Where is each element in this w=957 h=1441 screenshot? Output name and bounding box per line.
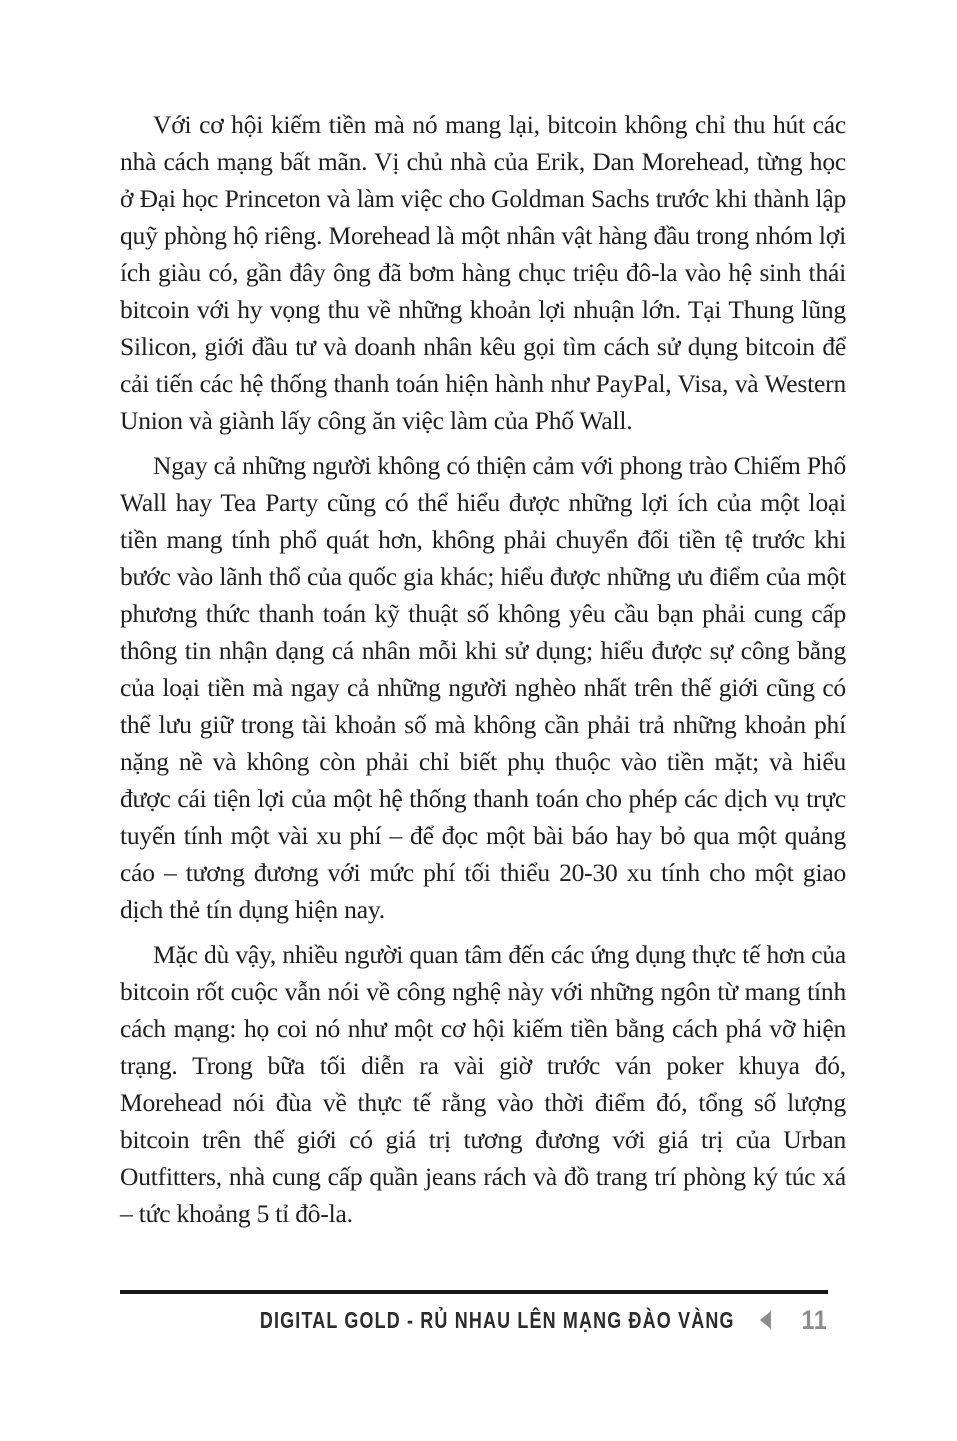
page-body [120,106,846,1232]
paragraph-1: Với cơ hội kiếm tiền mà nó mang lại, bitcoin không chỉ thu hút các nhà cách mạng bất mãn. Vị chủ nhà của Erik, Dan Morehead, từng học ở Đại học Princeton và làm việc cho Goldman Sachs trước khi thành lập quỹ phòng hộ riêng. Morehead là một nhân vật hàng đầu trong nhóm lợi ích giàu có, gần đây ông đã bơm hàng chục triệu đô-la vào hệ sinh thái bitcoin với hy vọng thu về những khoản lợi nhuận lớn. Tại Thung lũng Silicon, giới đầu tư và doanh nhân kêu gọi tìm cách sử dụng bitcoin để cải tiến các hệ thống thanh toán hiện hành như PayPal, Visa, và Western Union và giành lấy công ăn việc làm của Phố Wall. [120,110,846,435]
footer-rule [120,1290,828,1294]
paragraph-3: Mặc dù vậy, nhiều người quan tâm đến các ứng dụng thực tế hơn của bitcoin rốt cuộc vẫn nói về công nghệ này với những ngôn từ mang tính cách mạng: họ coi nó như một cơ hội kiếm tiền bằng cách phá vỡ hiện trạng. Trong bữa tối diễn ra vài giờ trước ván poker khuya đó, Morehead nói đùa về thực tế rằng vào thời điểm đó, tổng số lượng bitcoin trên thế giới có giá trị tương đương với giá trị của Urban Outfitters, nhà cung cấp quần jeans rách và đồ trang trí phòng ký túc xá – tức khoảng 5 tỉ đô-la. [120,940,846,1228]
page-footer [120,1302,828,1338]
paragraph-2: Ngay cả những người không có thiện cảm với phong trào Chiếm Phố Wall hay Tea Party cũng có thể hiểu được những lợi ích của một loại tiền mang tính phổ quát hơn, không phải chuyển đổi tiền tệ trước khi bước vào lãnh thổ của quốc gia khác; hiểu được những ưu điểm của một phương thức thanh toán kỹ thuật số không yêu cầu bạn phải cung cấp thông tin nhận dạng cá nhân mỗi khi sử dụng; hiểu được sự công bằng của loại tiền mà ngay cả những người nghèo nhất trên thế giới cũng có thể lưu giữ trong tài khoản số mà không cần phải trả những khoản phí nặng nề và không còn phải chỉ biết phụ thuộc vào tiền mặt; và hiểu được cái tiện lợi của một hệ thống thanh toán cho phép các dịch vụ trực tuyến tính một vài xu phí – để đọc một bài báo hay bỏ qua một quảng cáo – tương đương với mức phí tối thiểu 20-30 xu tính cho một giao dịch thẻ tín dụng hiện nay. [120,451,846,924]
left-triangle-icon [760,1311,771,1329]
running-title: DIGITAL GOLD - RỦ NHAU LÊN MẠNG ĐÀO VÀNG [259,1306,735,1333]
page-number: 11 [802,1304,828,1335]
